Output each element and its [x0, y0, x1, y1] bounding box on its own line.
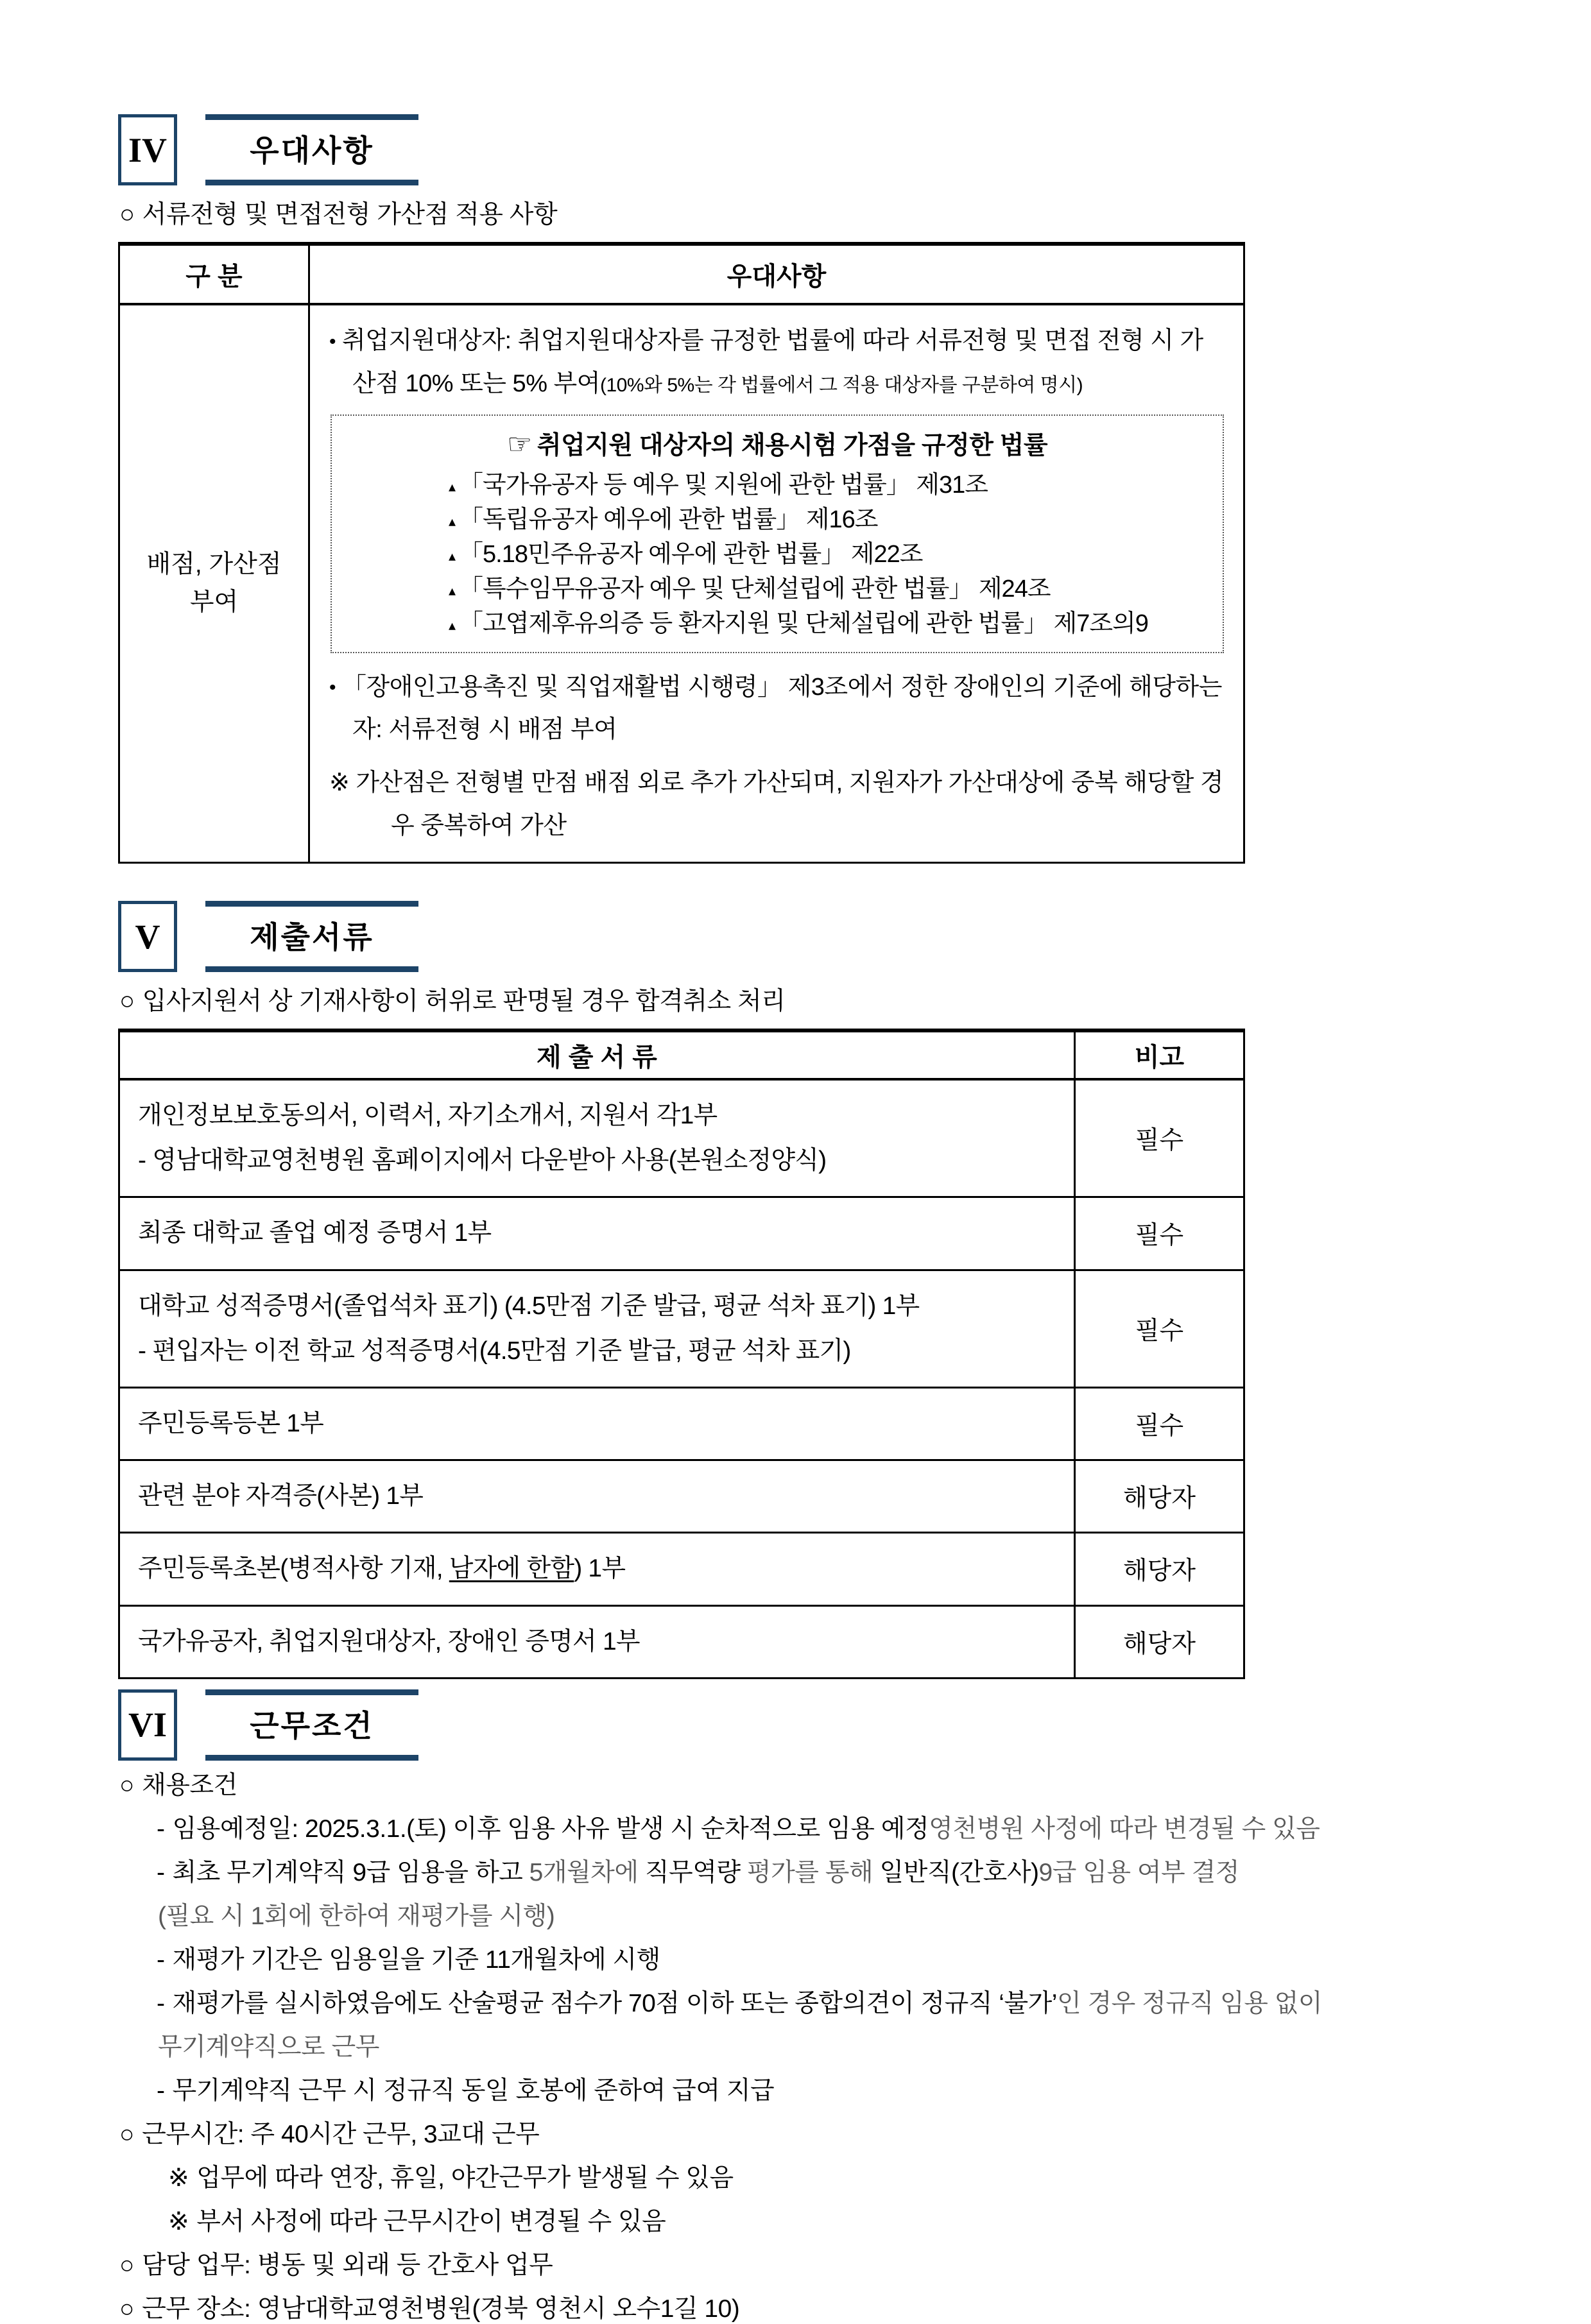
condition-text: 영천병원 사정에 따라 변경될 수 있음	[929, 1815, 1320, 1843]
table-row	[119, 1270, 1244, 1387]
section-vi-header	[118, 1689, 1473, 1761]
law-item	[348, 607, 1206, 642]
condition-text: 일반직(간호사)	[879, 1858, 1039, 1886]
work-condition-item	[157, 1945, 1473, 1975]
document-text: - 편입자는 이전 학교 성적증명서(4.5만점 기준 발급, 평균 석차 표기)	[138, 1337, 851, 1365]
condition-text: (필요 시 1회에 한하여 재평가를 시행)	[158, 1902, 555, 1930]
bullet1-small-text: (10%와 5%는 각 법률에서 그 적용 대상자를 구분하여 명시)	[599, 374, 1083, 396]
row-label-line2: 부여	[189, 588, 239, 616]
title-bottom-bar	[205, 1755, 418, 1761]
section-work-conditions	[118, 1689, 1473, 2324]
work-condition-item	[119, 2294, 1473, 2324]
work-condition-item	[157, 1815, 1473, 1844]
reference-mark-icon: ※	[168, 2207, 189, 2235]
document-text: 주민등록등본 1부	[138, 1409, 324, 1437]
document-text: 대학교 성적증명서(졸업석차 표기) (4.5만점 기준 발급, 평균 석차 표기) 1부	[138, 1292, 920, 1320]
work-condition-item	[157, 1858, 1473, 1888]
remark-cell: 필수	[1075, 1270, 1244, 1387]
circle-marker-icon: ○	[119, 2294, 135, 2323]
condition-text: 평가를 통해	[746, 1858, 880, 1886]
preference-table	[118, 242, 1245, 864]
condition-text: 담당 업무: 병동 및 외래 등 간호사 업무	[142, 2251, 553, 2279]
section-iv-numeral: IV	[118, 114, 177, 185]
condition-text: 재평가 기간은 임용일을 기준 11개월차에 시행	[172, 1945, 660, 1974]
section-v-numeral: V	[118, 901, 177, 972]
row-label-cell	[119, 304, 309, 863]
col-header-category: 구 분	[119, 244, 309, 304]
bullet-dot-icon: •	[329, 677, 336, 699]
condition-text: 임용예정일: 2025.3.1.(토) 이후 임용 사유 발생 시 순차적으로 임용 예정	[172, 1815, 929, 1843]
bullet-employment-support	[329, 320, 1225, 406]
document-line	[138, 1329, 1061, 1374]
law-item	[348, 538, 1206, 572]
circle-marker-icon: ○	[119, 1771, 135, 1799]
work-conditions-list	[118, 1771, 1473, 2324]
section-iv-title: 우대사항	[250, 133, 374, 167]
document-text: 최종 대학교 졸업 예정 증명서 1부	[138, 1219, 492, 1247]
condition-text: 무기계약직으로 근무	[158, 2033, 379, 2061]
remark-cell: 해당자	[1075, 1605, 1244, 1678]
remark-cell: 해당자	[1075, 1460, 1244, 1533]
law-item-text: 「국가유공자 등 예우 및 지원에 관한 법률」 제31조	[459, 471, 988, 499]
dash-marker: -	[157, 2076, 165, 2105]
condition-text: 직무역량	[644, 1858, 747, 1886]
title-bottom-bar	[205, 180, 418, 185]
document-line	[138, 1211, 1061, 1256]
document-cell	[119, 1605, 1075, 1678]
condition-text: 근무시간: 주 40시간 근무, 3교대 근무	[142, 2120, 540, 2148]
preference-note-text: 가산점은 전형별 만점 배점 외로 추가 가산되며, 지원자가 가산대상에 중복 해당할 경우 중복하여 가산	[356, 769, 1224, 840]
title-top-bar	[205, 901, 418, 907]
reference-mark-icon: ※	[168, 2164, 189, 2192]
work-condition-item	[168, 2164, 1473, 2193]
circle-marker-icon: ○	[119, 2120, 135, 2148]
remark-cell: 필수	[1075, 1387, 1244, 1460]
document-line	[138, 1138, 1061, 1183]
law-item-text: 「특수임무유공자 예우 및 단체설립에 관한 법률」 제24조	[459, 575, 1051, 602]
title-bottom-bar	[205, 966, 418, 972]
section-v-intro	[119, 981, 1473, 1017]
table-row	[119, 1197, 1244, 1270]
submission-table-body	[119, 1079, 1244, 1678]
law-reference-box	[331, 414, 1224, 653]
bullet-dot-icon: •	[329, 330, 336, 352]
condition-text: 인 경우 정규직 임용 없이	[1056, 1989, 1323, 2017]
law-item-text: 「5.18민주유공자 예우에 관한 법률」 제22조	[459, 540, 923, 568]
triangle-bullet-icon: ▴	[449, 478, 456, 495]
preference-detail-cell	[309, 304, 1244, 863]
preference-note	[329, 762, 1225, 848]
document-cell	[119, 1079, 1075, 1197]
law-item-text: 「고엽제후유의증 등 환자지원 및 단체설립에 관한 법률」 제7조의9	[459, 610, 1148, 637]
law-box-title	[348, 423, 1206, 466]
document-cell	[119, 1270, 1075, 1387]
section-iv-intro-text: 서류전형 및 면접전형 가산점 적용 사항	[142, 201, 558, 228]
document-cell	[119, 1533, 1075, 1605]
section-iv-title-block	[205, 114, 418, 185]
triangle-bullet-icon: ▴	[449, 617, 456, 633]
col-header-preference: 우대사항	[309, 244, 1244, 304]
dash-marker: -	[157, 1858, 165, 1886]
dash-marker: -	[157, 1815, 165, 1843]
bullet1-main-text: 취업지원대상자: 취업지원대상자를 규정한 법률에 따라 서류전형 및 면접 전형 시 가산점 10% 또는 5% 부여	[342, 327, 1203, 397]
remark-cell: 해당자	[1075, 1533, 1244, 1605]
col-header-documents: 제 출 서 류	[119, 1030, 1075, 1079]
document-line	[138, 1284, 1061, 1329]
section-v-title: 제출서류	[250, 920, 374, 955]
row-label-line1: 배점, 가산점	[146, 551, 282, 578]
section-iv-header	[118, 114, 1473, 185]
triangle-bullet-icon: ▴	[449, 513, 456, 529]
document-cell	[119, 1197, 1075, 1270]
reference-mark-icon: ※	[329, 769, 350, 797]
work-condition-item	[119, 2251, 1473, 2280]
document-cell	[119, 1460, 1075, 1533]
remark-cell: 필수	[1075, 1197, 1244, 1270]
document-text: 개인정보보호동의서, 이력서, 자기소개서, 지원서 각1부	[138, 1102, 718, 1130]
circle-marker-icon: ○	[119, 200, 135, 228]
table-header-row	[119, 1030, 1244, 1079]
underlined-text: 남자에 한함	[449, 1555, 574, 1583]
title-top-bar	[205, 1689, 418, 1695]
law-box-title-text: 취업지원 대상자의 채용시험 가점을 규정한 법률	[537, 431, 1048, 459]
section-vi-numeral: VI	[118, 1689, 177, 1761]
table-row	[119, 1533, 1244, 1605]
law-item	[348, 468, 1206, 503]
remark-cell: 필수	[1075, 1079, 1244, 1197]
section-preferences	[118, 114, 1473, 864]
title-top-bar	[205, 114, 418, 120]
section-vi-title-block	[205, 1689, 418, 1761]
document-line	[138, 1474, 1061, 1519]
submission-table	[118, 1029, 1245, 1679]
bullet2-text: 「장애인고용촉진 및 직업재활법 시행령」 제3조에서 정한 장애인의 기준에 해당하는자: 서류전형 시 배점 부여	[342, 673, 1222, 744]
law-item	[348, 503, 1206, 538]
work-condition-item	[158, 1902, 1473, 1931]
document-line	[138, 1401, 1061, 1446]
section-iv-intro	[119, 194, 1473, 230]
document-text: ) 1부	[574, 1555, 626, 1583]
condition-text: 재평가를 실시하였음에도 산술평균 점수가 70점 이하 또는 종합의견이 정규직 ‘불가’	[172, 1989, 1057, 2017]
condition-text: 무기계약직 근무 시 정규직 동일 호봉에 준하여 급여 지급	[172, 2076, 775, 2105]
table-row	[119, 1387, 1244, 1460]
work-condition-item	[168, 2207, 1473, 2237]
document-text: 국가유공자, 취업지원대상자, 장애인 증명서 1부	[138, 1627, 640, 1655]
condition-text: 채용조건	[142, 1771, 237, 1799]
section-documents	[118, 901, 1473, 1679]
triangle-bullet-icon: ▴	[449, 582, 456, 599]
work-condition-item	[119, 2120, 1473, 2149]
condition-text: 업무에 따라 연장, 휴일, 야간근무가 발생될 수 있음	[196, 2164, 734, 2192]
circle-marker-icon: ○	[119, 2251, 135, 2279]
table-row	[119, 1079, 1244, 1197]
dash-marker: -	[157, 1945, 165, 1974]
law-list	[348, 468, 1206, 642]
condition-text: 5개월차에	[529, 1858, 645, 1886]
law-item	[348, 572, 1206, 607]
document-text: - 영남대학교영천병원 홈페이지에서 다운받아 사용(본원소정양식)	[138, 1147, 827, 1175]
condition-text: 근무 장소: 영남대학교영천병원(경북 영천시 오수1길 10)	[142, 2294, 740, 2323]
work-condition-item	[157, 1989, 1473, 2019]
document-line	[138, 1093, 1061, 1138]
col-header-remark: 비고	[1075, 1030, 1244, 1079]
document-text: 주민등록초본(병적사항 기재,	[138, 1555, 449, 1583]
document-line	[138, 1546, 1061, 1591]
work-condition-item	[158, 2033, 1473, 2062]
condition-text: 9급 임용 여부 결정	[1038, 1858, 1239, 1886]
condition-text: 최초 무기계약직 9급 임용을 하고	[172, 1858, 529, 1886]
section-v-title-block	[205, 901, 418, 972]
document-text: 관련 분야 자격증(사본) 1부	[138, 1482, 424, 1510]
work-condition-item	[157, 2076, 1473, 2106]
table-row	[119, 1460, 1244, 1533]
condition-text: 부서 사정에 따라 근무시간이 변경될 수 있음	[196, 2207, 666, 2235]
section-v-intro-text: 입사지원서 상 기재사항이 허위로 판명될 경우 합격취소 처리	[142, 987, 786, 1016]
pointing-hand-icon: ☞	[506, 428, 532, 460]
document-cell	[119, 1387, 1075, 1460]
work-condition-item	[119, 1771, 1473, 1800]
dash-marker: -	[157, 1989, 165, 2017]
law-item-text: 「독립유공자 예우에 관한 법률」 제16조	[459, 506, 878, 533]
section-v-header	[118, 901, 1473, 972]
table-row	[119, 1605, 1244, 1678]
bullet-disability	[329, 666, 1225, 752]
circle-marker-icon: ○	[119, 987, 135, 1016]
table-row	[119, 304, 1244, 863]
triangle-bullet-icon: ▴	[449, 547, 456, 564]
section-vi-title: 근무조건	[250, 1708, 374, 1743]
document-line	[138, 1619, 1061, 1664]
table-header-row	[119, 244, 1244, 304]
